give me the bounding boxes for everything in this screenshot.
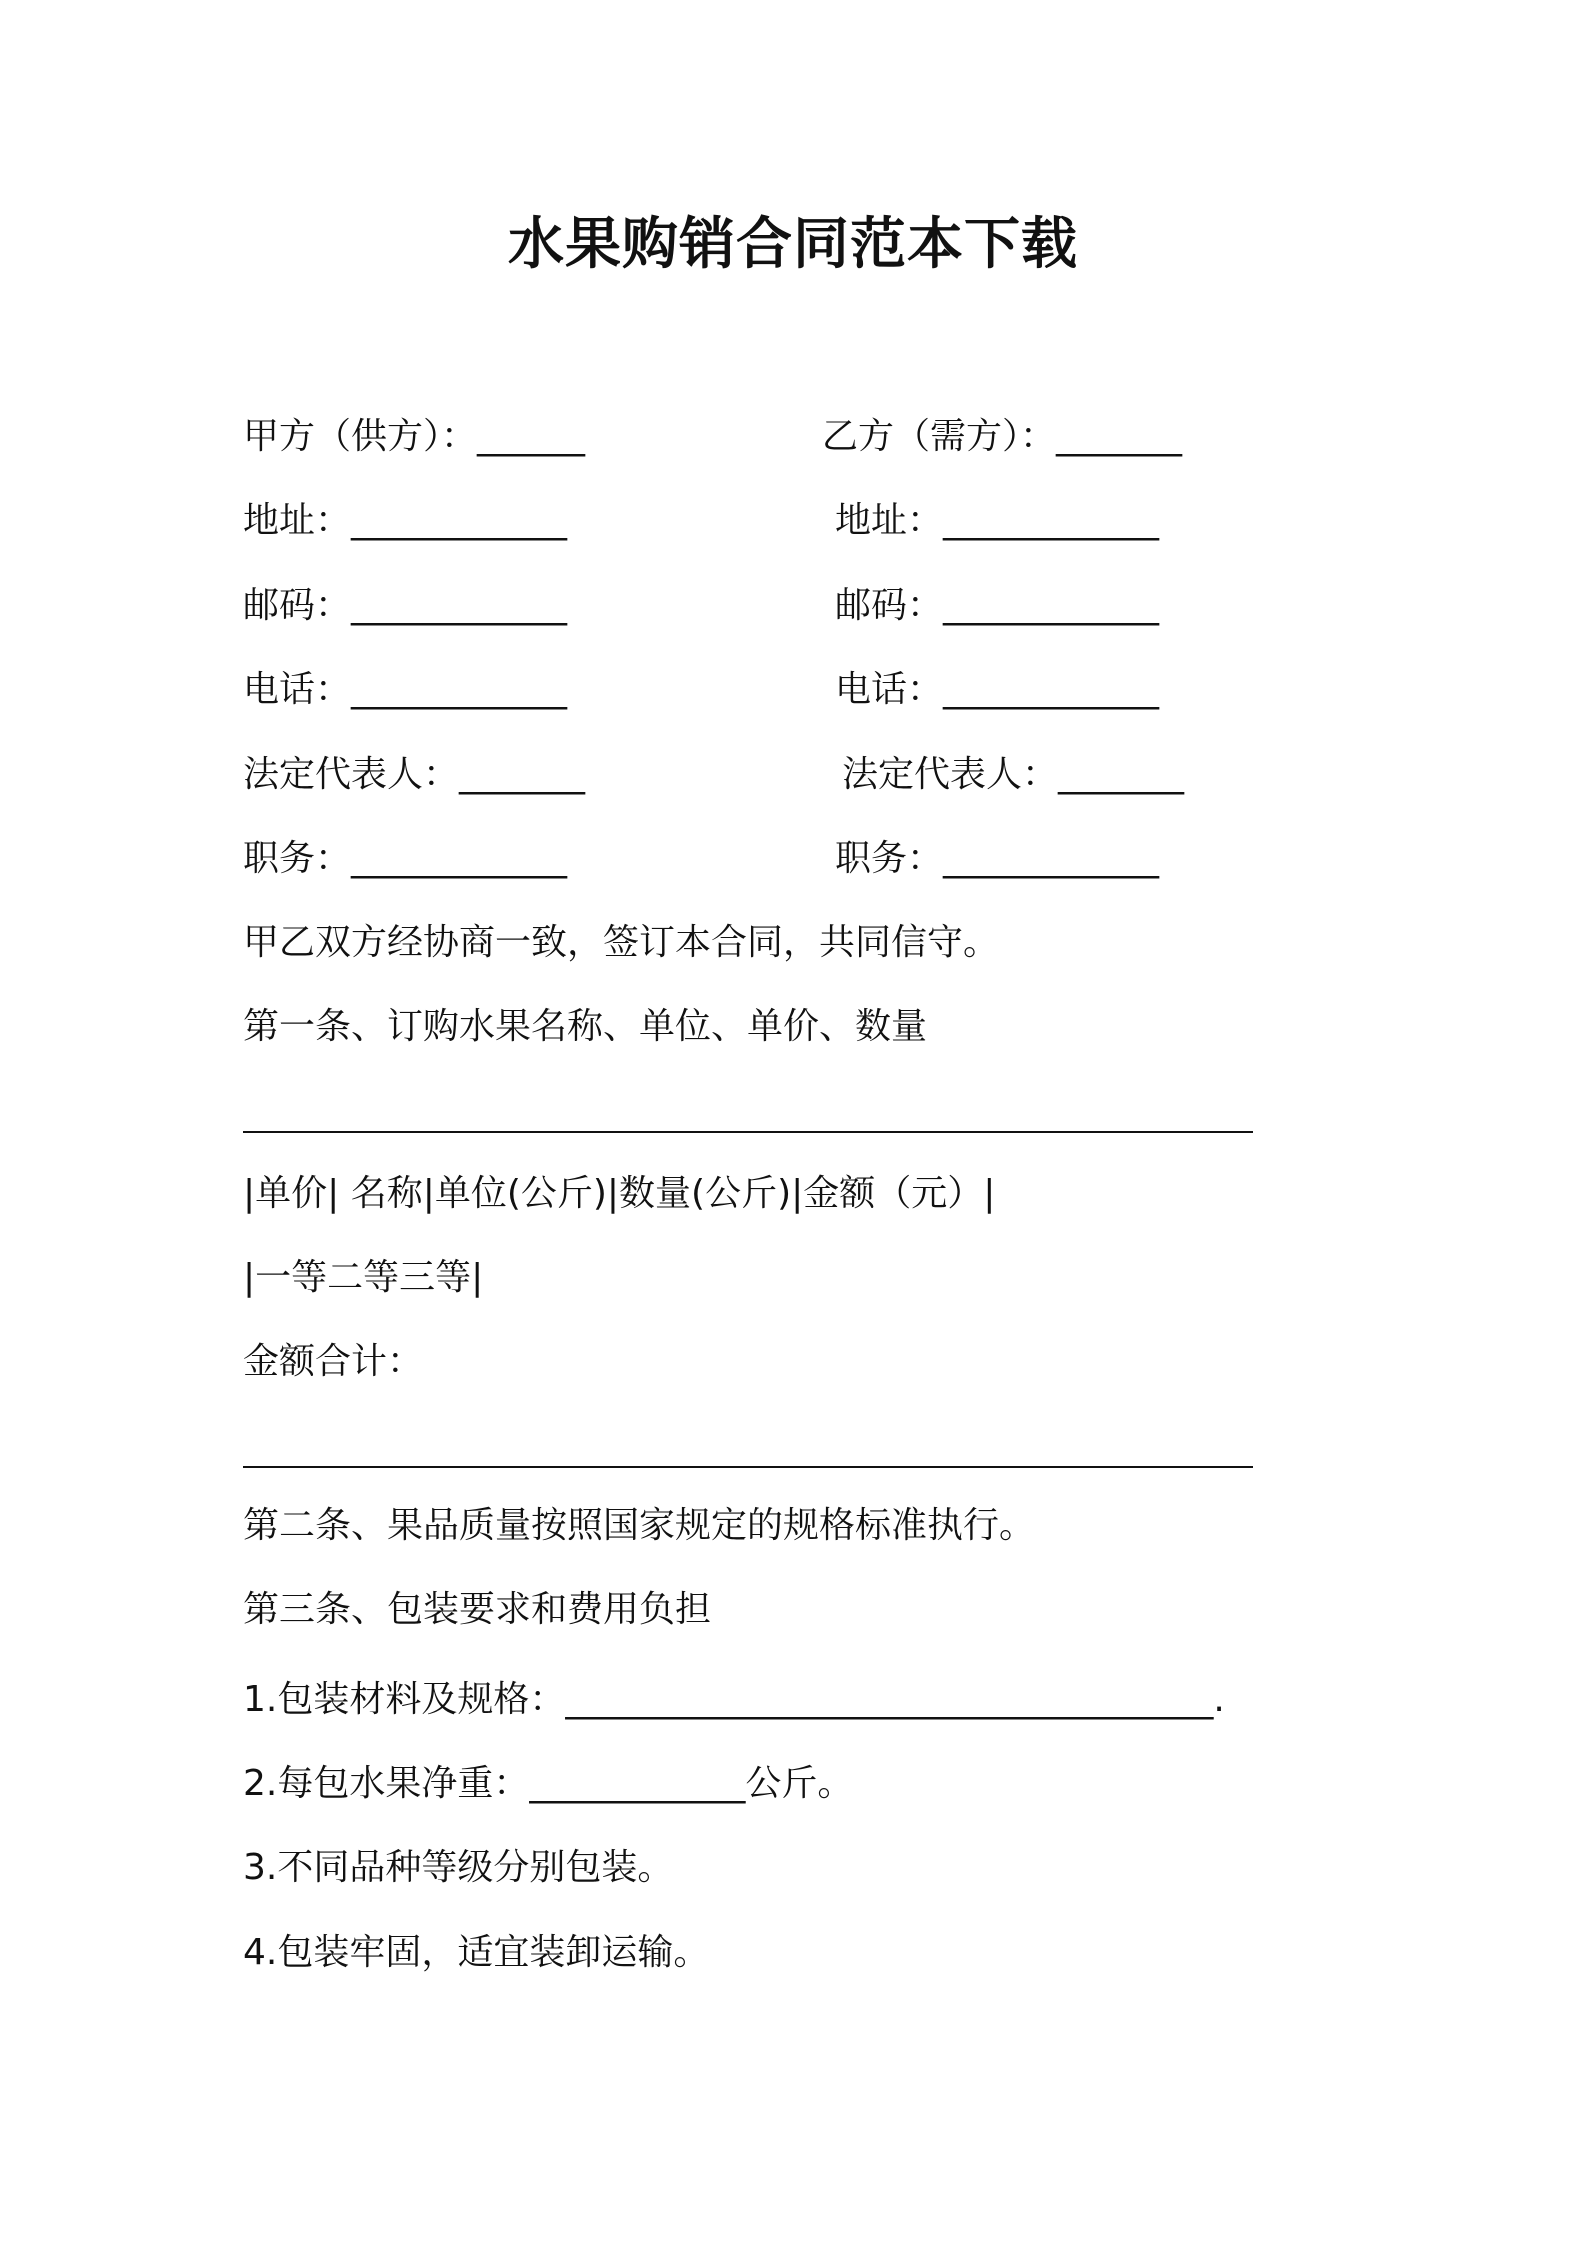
party-a-phone: 电话：____________: [243, 669, 568, 710]
article-3-item: 1.包装材料及规格：____________________________________.: [243, 1679, 1225, 1720]
article-3-item: 3.不同品种等级分别包装。: [243, 1847, 674, 1888]
party-a-position: 职务：____________: [243, 838, 568, 879]
party-b-name: 乙方（需方）：_______: [822, 416, 1183, 457]
party-b-position: 职务：____________: [835, 838, 1160, 879]
separator-line: [243, 1131, 1253, 1133]
article-3-item: 4.包装牢固，适宜装卸运输。: [243, 1932, 710, 1973]
article-2-text: 第二条、果品质量按照国家规定的规格标准执行。: [243, 1505, 1036, 1546]
article-1-heading: 第一条、订购水果名称、单位、单价、数量: [243, 1006, 928, 1047]
amount-total-label: 金额合计：: [243, 1341, 424, 1382]
separator-line: [243, 1466, 1253, 1468]
article-3-heading: 第三条、包装要求和费用负担: [243, 1589, 712, 1630]
party-b-legal-rep: 法定代表人：_______: [842, 754, 1185, 795]
document-title: 水果购销合同范本下载: [508, 212, 1078, 277]
price-table-row: |一等二等三等|: [243, 1257, 484, 1298]
party-a-postcode: 邮码：____________: [243, 585, 568, 626]
party-b-postcode: 邮码：____________: [835, 585, 1160, 626]
party-a-address: 地址：____________: [243, 500, 568, 541]
price-table-header: |单价| 名称|单位(公斤)|数量(公斤)|金额（元）|: [243, 1173, 996, 1214]
party-a-name: 甲方（供方）：______: [243, 416, 586, 457]
party-b-phone: 电话：____________: [835, 669, 1160, 710]
party-a-legal-rep: 法定代表人：_______: [243, 754, 586, 795]
party-b-address: 地址：____________: [835, 500, 1160, 541]
agreement-statement: 甲乙双方经协商一致，签订本合同，共同信守。: [243, 922, 1000, 963]
article-3-item: 2.每包水果净重：____________公斤。: [243, 1763, 854, 1804]
